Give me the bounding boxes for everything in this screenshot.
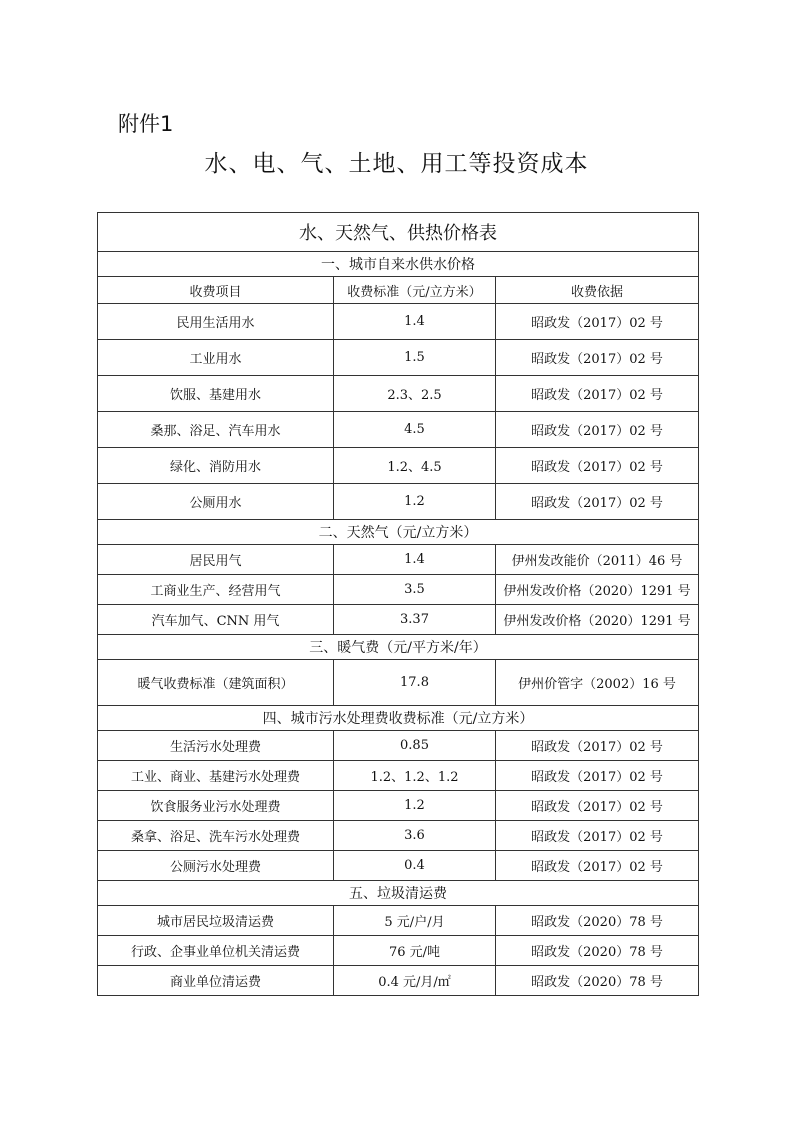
table-row [98,906,699,936]
row-item: 工商业生产、经营用气 [98,575,334,605]
row-price: 3.5 [334,575,496,605]
column-header-basis: 收费依据 [496,277,699,304]
row-price: 1.2 [334,791,496,821]
table-row [98,376,699,412]
row-price: 0.4 [334,851,496,881]
row-price: 1.5 [334,340,496,376]
row-basis: 昭政发（2017）02 号 [496,821,699,851]
table-row [98,340,699,376]
table-row [98,304,699,340]
row-basis: 伊州发改价格（2020）1291 号 [496,605,699,635]
column-header-item: 收费项目 [98,277,334,304]
row-price: 1.2 [334,484,496,520]
row-price: 3.6 [334,821,496,851]
section-heading-row [98,252,699,277]
table-title-row [98,213,699,252]
row-item: 公厕用水 [98,484,334,520]
section-heading-row [98,520,699,545]
row-basis: 昭政发（2017）02 号 [496,376,699,412]
row-item: 公厕污水处理费 [98,851,334,881]
column-header-price: 收费标准（元/立方米） [334,277,496,304]
row-item: 民用生活用水 [98,304,334,340]
section-heading-row [98,881,699,906]
row-basis: 昭政发（2020）78 号 [496,906,699,936]
document-title: 水、电、气、土地、用工等投资成本 [204,151,589,177]
table-row [98,448,699,484]
row-price: 1.2、4.5 [334,448,496,484]
row-basis: 昭政发（2017）02 号 [496,412,699,448]
table-row [98,545,699,575]
table-row [98,936,699,966]
row-price: 2.3、2.5 [334,376,496,412]
row-item: 生活污水处理费 [98,731,334,761]
section-heading-row [98,635,699,660]
row-basis: 昭政发（2017）02 号 [496,484,699,520]
row-item: 桑那、浴足、汽车用水 [98,412,334,448]
table-row [98,851,699,881]
row-price: 17.8 [334,660,496,706]
section-heading-gas: 二、天然气（元/立方米） [98,520,699,545]
section-heading-sewage: 四、城市污水处理费收费标准（元/立方米） [98,706,699,731]
row-price: 1.4 [334,304,496,340]
row-price: 1.4 [334,545,496,575]
row-basis: 昭政发（2020）78 号 [496,936,699,966]
row-price: 4.5 [334,412,496,448]
row-item: 工业用水 [98,340,334,376]
table-row [98,761,699,791]
row-item: 城市居民垃圾清运费 [98,906,334,936]
section-heading-water: 一、城市自来水供水价格 [98,252,699,277]
row-item: 居民用气 [98,545,334,575]
row-item: 饮食服务业污水处理费 [98,791,334,821]
row-basis: 昭政发（2017）02 号 [496,304,699,340]
table-row [98,605,699,635]
row-basis: 伊州价管字（2002）16 号 [496,660,699,706]
row-basis: 伊州发改价格（2020）1291 号 [496,575,699,605]
row-item: 绿化、消防用水 [98,448,334,484]
row-basis: 昭政发（2017）02 号 [496,761,699,791]
table-row [98,966,699,996]
row-basis: 昭政发（2017）02 号 [496,448,699,484]
row-item: 汽车加气、CNN 用气 [98,605,334,635]
table-row [98,575,699,605]
row-price: 1.2、1.2、1.2 [334,761,496,791]
row-price: 3.37 [334,605,496,635]
row-price: 5 元/户/月 [334,906,496,936]
section-heading-garbage: 五、垃圾清运费 [98,881,699,906]
table-row [98,484,699,520]
row-basis: 伊州发改能价（2011）46 号 [496,545,699,575]
row-basis: 昭政发（2017）02 号 [496,791,699,821]
row-price: 0.85 [334,731,496,761]
row-basis: 昭政发（2020）78 号 [496,966,699,996]
row-basis: 昭政发（2017）02 号 [496,340,699,376]
section-heading-heating: 三、暖气费（元/平方米/年） [98,635,699,660]
row-item: 暖气收费标准（建筑面积） [98,660,334,706]
row-price: 0.4 元/月/㎡ [334,966,496,996]
table-row [98,731,699,761]
table-title: 水、天然气、供热价格表 [98,213,699,252]
row-item: 工业、商业、基建污水处理费 [98,761,334,791]
row-price: 76 元/吨 [334,936,496,966]
row-item: 饮服、基建用水 [98,376,334,412]
section-heading-row [98,706,699,731]
row-basis: 昭政发（2017）02 号 [496,731,699,761]
row-basis: 昭政发（2017）02 号 [496,851,699,881]
row-item: 行政、企事业单位机关清运费 [98,936,334,966]
table-row [98,791,699,821]
column-header-row [98,277,699,304]
table-row [98,660,699,706]
row-item: 商业单位清运费 [98,966,334,996]
attachment-label: 附件1 [118,112,174,136]
table-row [98,821,699,851]
price-table [97,212,699,996]
row-item: 桑拿、浴足、洗车污水处理费 [98,821,334,851]
table-row [98,412,699,448]
